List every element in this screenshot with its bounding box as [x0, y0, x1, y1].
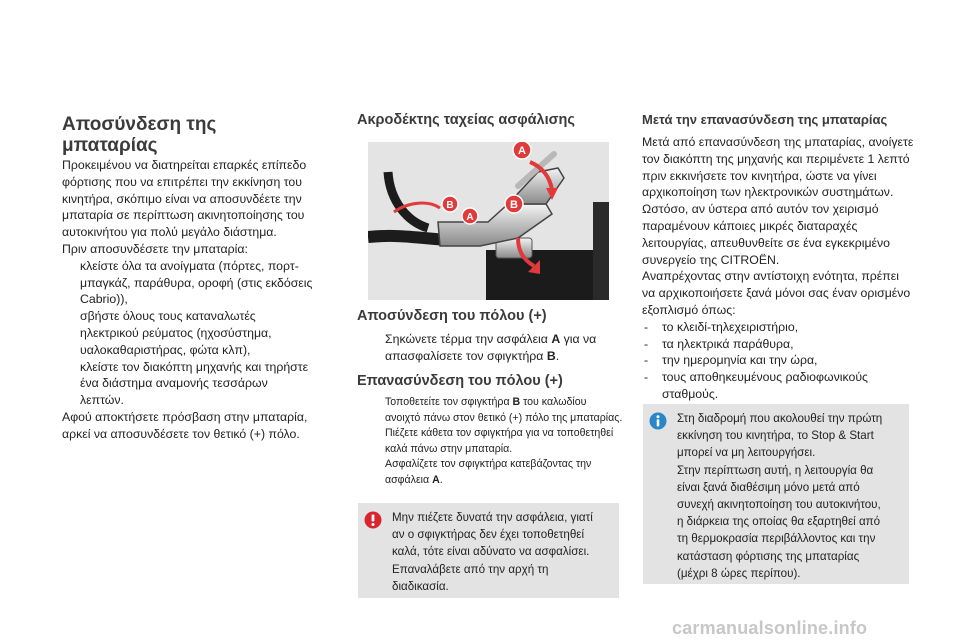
page-title-line2: μπαταρίας [62, 135, 158, 156]
info-line: συνεχή ακινητοποίηση του αυτοκινήτου, [677, 498, 881, 512]
step-text: Σηκώνετε τέρμα την ασφάλεια [385, 332, 552, 346]
list-item [62, 258, 352, 308]
list-item [367, 426, 625, 457]
info-line: τη θερμοκρασία περιβάλλοντος και την [677, 532, 876, 546]
intro-line: μπαταρία σε περίπτωση ακινητοποίησης του [62, 208, 305, 223]
list-item-line [385, 473, 625, 489]
step-text: ασφάλεια [385, 473, 433, 486]
precaution-list [62, 258, 352, 409]
watermark: carmanualsonline.info [672, 618, 868, 638]
list-item-line: καλά πάνω στην μπαταρία. [385, 442, 513, 455]
para-line: συνεργείο της CITROËN. [642, 252, 780, 267]
info-line: (μέχρι 8 ώρες περίπου). [677, 566, 801, 580]
label-a-lower: A [466, 212, 474, 223]
para-line: Μετά από επανασύνδεση της μπαταρίας, ανοίγετε [642, 135, 914, 149]
info-icon [649, 412, 665, 428]
list-item [642, 369, 914, 403]
list-item [367, 395, 625, 426]
label-b: B [510, 199, 518, 211]
list-item-line: ένα διάστημα αναμονής τεσσάρων [80, 376, 268, 391]
after-reconnect-text [642, 134, 914, 403]
warning-line: αν ο σφιγκτήρας δεν έχει τοποθετηθεί [392, 528, 585, 542]
step-text: . [555, 348, 560, 363]
info-line: Στη διαδρομή που ακολουθεί την πρώτη [677, 412, 883, 425]
intro-text [62, 157, 352, 443]
disconnect-list [367, 331, 620, 365]
warning-box [358, 503, 619, 598]
step-ref-a: A [432, 473, 440, 486]
list-item [367, 331, 620, 365]
list-item-line: ανοιχτό πάνω στον θετικό (+) πόλο της μπαταρίας. [385, 411, 623, 424]
warning-line: Μην πιέζετε δυνατά την ασφάλεια, γιατί [392, 511, 593, 524]
para-line: λειτουργίας, απευθυνθείτε σε ένα εγκεκριμένο [642, 235, 891, 250]
intro-line: Πριν αποσυνδέσετε την μπαταρία: [62, 241, 248, 256]
warning-icon [364, 511, 380, 527]
reconnect-heading: Επανασύνδεση του πόλου (+) [357, 373, 563, 389]
warning-line: Επαναλάβετε από την αρχή τη [392, 562, 549, 576]
list-item-line: τα ηλεκτρικά παράθυρα, [662, 336, 794, 351]
disconnect-heading: Αποσύνδεση του πόλου (+) [357, 308, 547, 324]
after-reconnect-heading: Μετά την επανασύνδεση της μπαταρίας [642, 112, 888, 127]
warning-line: διαδικασία. [392, 579, 449, 593]
list-item-line: κλείστε τον διακόπτη μηχανής και τηρήστε [80, 359, 309, 374]
info-line: είναι ξανά διαθέσιμη μόνο μετά από [677, 480, 860, 494]
list-item [62, 308, 352, 358]
dash-marker: - [644, 319, 649, 334]
info-line: Στην περίπτωση αυτή, η λειτουργία θα [677, 463, 874, 477]
list-item-line: σβήστε όλους τους καταναλωτές [80, 309, 256, 324]
list-item [62, 359, 352, 409]
outro-line: Αφού αποκτήσετε πρόσβαση στην μπαταρία, [62, 409, 308, 424]
info-box [643, 404, 909, 584]
list-item [642, 352, 914, 369]
para-line: αρχικοποίηση των ηλεκτρονικών συστημάτων. [642, 185, 894, 200]
info-line: κατάσταση φόρτισης της μπαταρίας [677, 549, 860, 563]
list-item-line: τους αποθηκευμένους ραδιοφωνικούς [662, 370, 868, 385]
dash-marker: - [644, 353, 649, 368]
reconnect-steps [367, 395, 625, 489]
list-item-line: λεπτών. [80, 393, 124, 408]
intro-line: κινητήρα, σκόπιμο είναι να αποσυνδέετε την [62, 191, 302, 206]
battery-clamp-illustration [368, 142, 609, 300]
para-line: πριν εκκινήσετε τον κινητήρα, ώστε να γίνει [642, 168, 877, 183]
warning-line: καλά, τότε είναι αδύνατο να ασφαλίσει. [392, 545, 590, 559]
list-item-line: το κλειδί-τηλεχειριστήριο, [662, 319, 799, 334]
step-ref-b: B [546, 348, 556, 363]
dash-marker: - [644, 370, 649, 385]
para-line: να αρχικοποιήσετε ξανά μόνοι σας έναν ορισμένο [642, 286, 911, 301]
para-line: τον διακόπτη της μηχανής και περιμένετε 1 λεπτό [642, 151, 910, 166]
list-item-line: Πιέζετε κάθετα τον σφιγκτήρα για να τοποθετηθεί [385, 427, 614, 440]
list-item-line [385, 331, 620, 348]
info-text [677, 410, 907, 582]
list-item-line [385, 395, 625, 411]
reconnect-list [367, 395, 625, 489]
disconnect-steps [367, 331, 620, 365]
warning-text [392, 509, 616, 595]
list-item-line [385, 348, 620, 365]
list-item-line: σταθμούς. [662, 386, 719, 401]
list-item [642, 336, 914, 353]
para-line: εξοπλισμό όπως: [642, 302, 736, 317]
info-line: μπορεί να μη λειτουργήσει. [677, 446, 816, 460]
para-line: Αναπρέχοντας στην αντίστοιχη ενότητα, πρέπει [642, 269, 899, 284]
page-title-line1: Αποσύνδεση της [62, 114, 217, 135]
info-line: η διάρκεια της οποίας θα εξαρτηθεί από [677, 515, 881, 529]
clamp-heading: Ακροδέκτης ταχείας ασφάλισης [357, 112, 575, 128]
list-item-line: μπαγκάζ, παράθυρα, οροφή (στις εκδόσεις [80, 275, 313, 290]
list-item-line: ηλεκτρικού ρεύματος (ηχοσύστημα, [80, 325, 272, 340]
step-text: του καλωδίου [520, 396, 587, 408]
info-line: εκκίνηση του κινητήρα, το Stop & Start [677, 429, 874, 443]
list-item [642, 319, 914, 336]
list-item-line: υαλοκαθαριστήρας, φώτα κλπ), [80, 342, 251, 357]
step-text: Τοποθετείτε τον σφιγκτήρα [385, 396, 513, 408]
battery-clamp-drawing [368, 142, 609, 300]
step-text: . [439, 473, 443, 486]
intro-line: αυτοκινήτου για πολύ μεγάλο διάστημα. [62, 225, 277, 240]
step-text: για να [560, 332, 597, 346]
step-ref-a: A [551, 332, 561, 346]
label-a: A [518, 145, 526, 157]
intro-line: φόρτισης που να επιτρέπει την εκκίνηση του [62, 174, 302, 189]
intro-line: Προκειμένου να διατηρείται επαρκές επίπεδο [62, 158, 307, 172]
step-text: απασφαλίσετε τον σφιγκτήρα [385, 348, 547, 363]
reinit-list [642, 319, 914, 403]
label-b-lower: B [446, 200, 454, 211]
dash-marker: - [644, 336, 649, 351]
list-item-line: Ασφαλίζετε τον σφιγκτήρα κατεβάζοντας την [385, 458, 592, 471]
list-item-line: Cabrio)), [80, 292, 128, 307]
para-line: παραμένουν κάποιες μικρές διαταραχές [642, 218, 858, 233]
list-item-line: την ημερομηνία και την ώρα, [662, 353, 818, 368]
list-item-line: κλείστε όλα τα ανοίγματα (πόρτες, πορτ- [80, 258, 299, 273]
list-item [367, 457, 625, 488]
outro-line: αρκεί να αποσυνδέσετε τον θετικό (+) πόλο. [62, 426, 300, 441]
para-line: Ωστόσο, αν ύστερα από αυτόν τον χειρισμό [642, 202, 879, 217]
step-ref-b: B [512, 396, 521, 408]
page-title [62, 114, 352, 156]
